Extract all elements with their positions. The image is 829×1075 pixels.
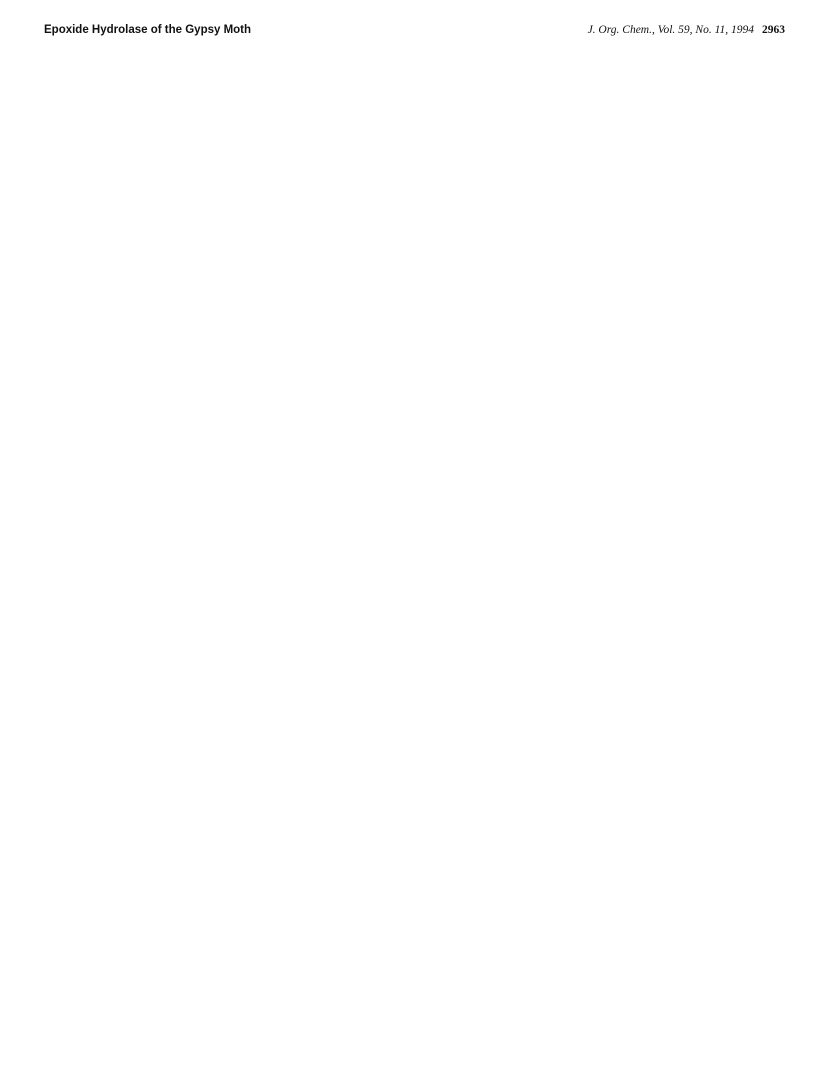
right-column <box>425 46 786 1059</box>
journal-citation <box>588 24 785 36</box>
left-column <box>44 46 405 1059</box>
journal-name: J. Org. Chem., Vol. 59, No. 11, 1994 <box>587 24 754 36</box>
page-number: 2963 <box>762 24 785 36</box>
running-title: Epoxide Hydrolase of the Gypsy Moth <box>44 24 252 36</box>
body-columns <box>44 46 785 1059</box>
page-header <box>44 24 785 44</box>
